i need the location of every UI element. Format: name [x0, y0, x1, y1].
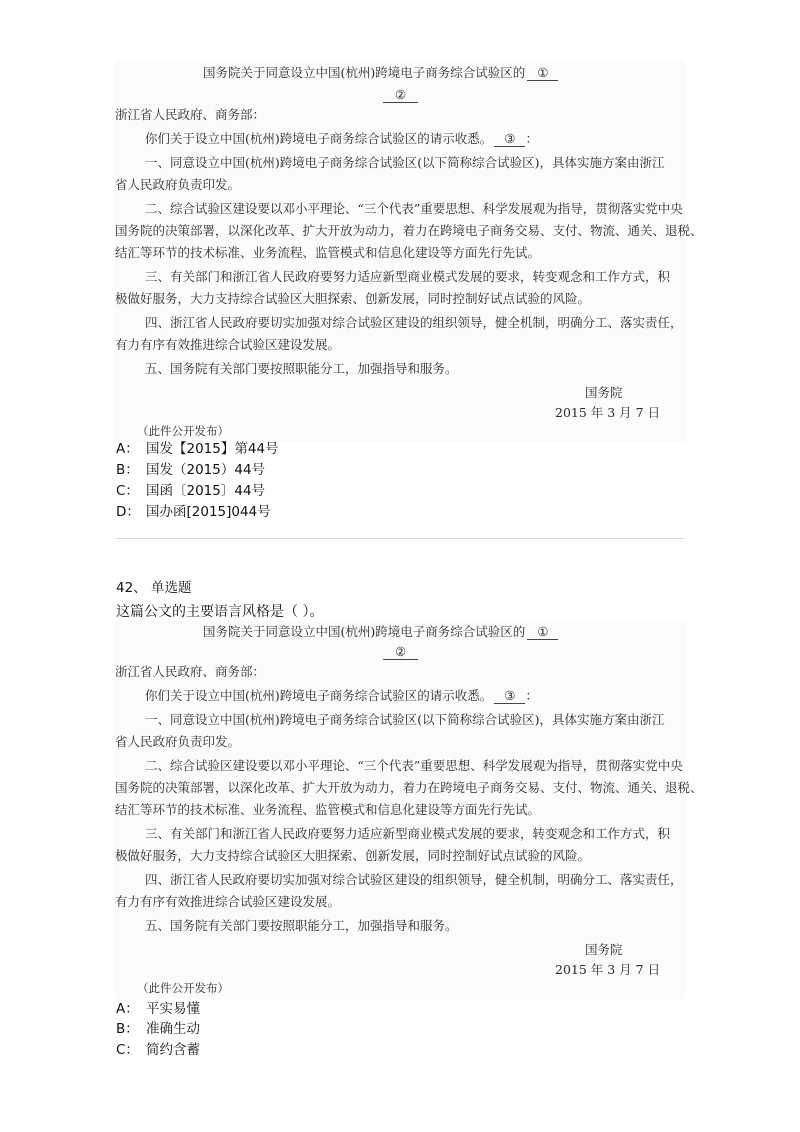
doc-publish-note: （此件公开发布）: [137, 424, 229, 438]
doc-signer: 国务院: [585, 942, 623, 957]
option-text: 国发（2015）44号: [146, 462, 266, 478]
doc-para-0-text: 你们关于设立中国(杭州)跨境电子商务综合试验区的请示收悉。: [145, 688, 493, 703]
blank-3: ③: [494, 132, 525, 147]
q41-option-a[interactable]: [116, 440, 279, 458]
option-text: 平实易懂: [146, 1001, 200, 1017]
q41-option-c[interactable]: [116, 482, 265, 500]
doc-para-2c: 结汇等环节的技术标准、业务流程、监管模式和信息化建设等方面先行先试。: [115, 802, 541, 817]
option-key: B：: [116, 462, 139, 478]
q42-option-a[interactable]: [116, 1000, 200, 1018]
option-text: 国办函[2015]044号: [146, 504, 271, 520]
doc-para-3b: 极做好服务，大力支持综合试验区大胆探索、创新发展，同时控制好试点试验的风险。: [115, 848, 591, 863]
option-text: 简约含蓄: [146, 1042, 200, 1058]
blank-2-row: [383, 88, 418, 103]
option-key: A：: [116, 441, 139, 457]
doc-para-2c: 结汇等环节的技术标准、业务流程、监管模式和信息化建设等方面先行先试。: [115, 245, 541, 260]
q42-header: 42、 单选题: [116, 580, 192, 596]
option-key: A：: [116, 1001, 139, 1017]
doc-para-1b: 省人民政府负责印发。: [115, 177, 241, 192]
doc-para-0-tail: ：: [525, 131, 538, 146]
doc-para-1b: 省人民政府负责印发。: [115, 734, 241, 749]
doc-para-5: 五、国务院有关部门要按照职能分工，加强指导和服务。: [145, 361, 458, 376]
doc-date: 2015 年 3 月 7 日: [555, 405, 661, 420]
blank-2: ②: [383, 88, 418, 103]
doc-para-0: [145, 689, 538, 704]
doc-para-2a: 二、综合试验区建设要以邓小平理论、“三个代表”重要思想、科学发展观为指导，贯彻落实党中央: [145, 201, 683, 216]
blank-2: ②: [383, 645, 418, 660]
doc-para-4a: 四、浙江省人民政府要切实加强对综合试验区建设的组织领导，健全机制，明确分工、落实责任，: [145, 315, 683, 330]
doc-signer: 国务院: [585, 385, 623, 400]
doc-para-2b: 国务院的决策部署，以深化改革、扩大开放为动力，着力在跨境电子商务交易、支付、物流、通关、退税、: [115, 780, 703, 795]
q42-option-b[interactable]: [116, 1020, 200, 1038]
doc-para-3a: 三、有关部门和浙江省人民政府要努力适应新型商业模式发展的要求，转变观念和工作方式，积: [145, 269, 671, 284]
blank-1: ①: [527, 66, 558, 81]
option-text: 国发【2015】第44号: [146, 441, 279, 457]
option-key: C：: [116, 1042, 139, 1058]
doc-para-3a: 三、有关部门和浙江省人民政府要努力适应新型商业模式发展的要求，转变观念和工作方式，积: [145, 826, 671, 841]
doc-para-0-text: 你们关于设立中国(杭州)跨境电子商务综合试验区的请示收悉。: [145, 131, 493, 146]
doc-title: [203, 66, 558, 81]
doc-para-1a: 一、同意设立中国(杭州)跨境电子商务综合试验区(以下简称综合试验区)，具体实施方案由浙江: [145, 155, 665, 170]
q41-option-d[interactable]: [116, 503, 271, 521]
addressee: 浙江省人民政府、商务部：: [115, 107, 266, 122]
doc-para-2b: 国务院的决策部署，以深化改革、扩大开放为动力，着力在跨境电子商务交易、支付、物流、通关、退税、: [115, 223, 703, 238]
doc-title-text: 国务院关于同意设立中国(杭州)跨境电子商务综合试验区的: [203, 65, 526, 80]
doc-para-4b: 有力有序有效推进综合试验区建设发展。: [115, 894, 341, 909]
scanned-document-1: [115, 60, 703, 442]
q41-option-b[interactable]: [116, 461, 265, 479]
doc-para-2a: 二、综合试验区建设要以邓小平理论、“三个代表”重要思想、科学发展观为指导，贯彻落实党中央: [145, 758, 683, 773]
doc-para-4b: 有力有序有效推进综合试验区建设发展。: [115, 337, 341, 352]
question-divider: [116, 538, 684, 539]
doc-para-5: 五、国务院有关部门要按照职能分工，加强指导和服务。: [145, 918, 458, 933]
addressee: 浙江省人民政府、商务部：: [115, 664, 266, 679]
q42-option-c[interactable]: [116, 1041, 200, 1059]
blank-3: ③: [494, 689, 525, 704]
doc-para-4a: 四、浙江省人民政府要切实加强对综合试验区建设的组织领导，健全机制，明确分工、落实责任，: [145, 872, 683, 887]
doc-para-3b: 极做好服务，大力支持综合试验区大胆探索、创新发展，同时控制好试点试验的风险。: [115, 291, 591, 306]
scanned-document-2: [115, 621, 703, 999]
q42-stem: 这篇公文的主要语言风格是（ ）。: [116, 604, 324, 620]
option-key: C：: [116, 483, 139, 499]
blank-2-row: [383, 645, 418, 660]
option-key: B：: [116, 1021, 139, 1037]
doc-para-0: [145, 132, 538, 147]
doc-para-1a: 一、同意设立中国(杭州)跨境电子商务综合试验区(以下简称综合试验区)，具体实施方案由浙江: [145, 712, 665, 727]
doc-publish-note: （此件公开发布）: [137, 981, 229, 995]
doc-para-0-tail: ：: [525, 688, 538, 703]
option-key: D：: [116, 504, 140, 520]
option-text: 准确生动: [146, 1021, 200, 1037]
option-text: 国函〔2015〕44号: [146, 483, 266, 499]
doc-title-text: 国务院关于同意设立中国(杭州)跨境电子商务综合试验区的: [203, 624, 526, 639]
doc-date: 2015 年 3 月 7 日: [555, 962, 661, 977]
doc-title: [203, 625, 558, 640]
blank-1: ①: [527, 625, 558, 640]
